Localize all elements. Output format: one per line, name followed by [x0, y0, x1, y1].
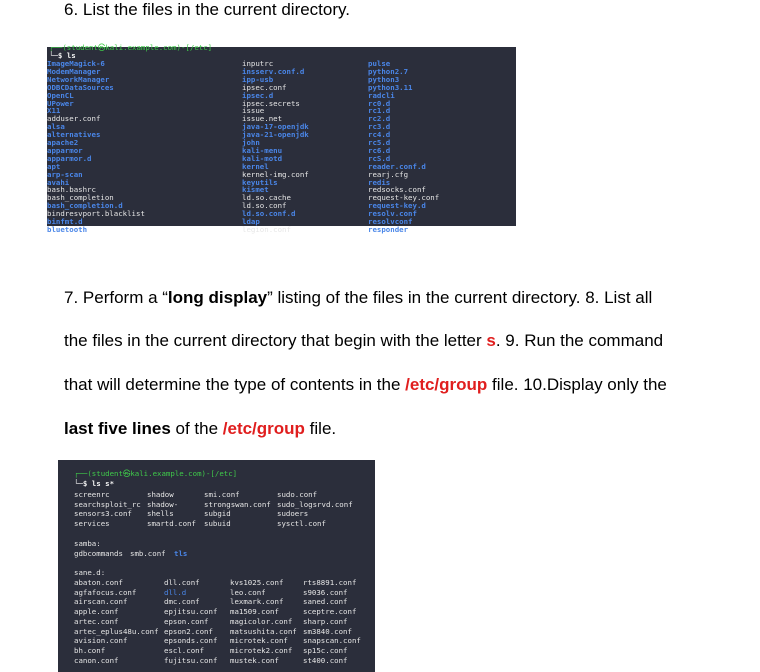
file-entry: shells: [147, 509, 174, 519]
file-entry: request-key.conf: [368, 193, 440, 203]
file-entry: bash.bashrc: [47, 185, 96, 195]
file-entry: ipsec.secrets: [242, 98, 300, 108]
file-entry: ImageMagick-6: [47, 59, 105, 68]
file-entry: resolv.conf: [368, 209, 417, 219]
file-entry: java-21-openjdk: [242, 130, 309, 140]
samba-file: smb.conf: [130, 549, 166, 558]
file-entry: apparmor.d: [47, 153, 92, 163]
file-entry: issue: [242, 106, 265, 116]
file-entry: binfmt.d: [47, 217, 83, 226]
file-entry: ODBCDataSources: [47, 82, 114, 92]
file-entry: ipsec.conf: [242, 82, 287, 92]
file-entry: dmc.conf: [164, 597, 200, 607]
file-entry: kernel: [242, 161, 269, 171]
file-entry: sudoers: [277, 509, 309, 519]
file-entry: smi.conf: [204, 490, 240, 499]
file-entry: agfafocus.conf: [74, 587, 137, 597]
file-entry: java-17-openjdk: [242, 122, 309, 132]
file-entry: avahi: [47, 177, 70, 187]
file-entry: shadow: [147, 490, 174, 499]
file-entry: saned.conf: [303, 597, 348, 607]
file-entry: sysctl.conf: [277, 519, 326, 529]
file-entry: redsocks.conf: [368, 185, 426, 195]
file-entry: searchsploit_rc: [74, 499, 141, 509]
file-entry: alternatives: [47, 130, 101, 140]
file-entry: artec.conf: [74, 616, 119, 626]
file-entry: matsushita.conf: [230, 626, 297, 636]
q7-line-4: last five lines of the /etc/group file.: [64, 419, 337, 438]
file-entry: reader.conf.d: [368, 161, 426, 171]
file-entry: smartd.conf: [147, 519, 196, 529]
file-entry: strongswan.conf: [204, 499, 271, 509]
sane-heading: sane.d:: [74, 568, 106, 577]
file-entry: lexmark.conf: [230, 597, 284, 607]
file-entry: sensors3.conf: [74, 509, 132, 519]
file-entry: redis: [368, 177, 391, 187]
samba-dir: tls: [174, 549, 188, 558]
file-entry: ld.so.conf.d: [242, 209, 296, 219]
file-entry: kali-menu: [242, 145, 283, 155]
file-entry: responder: [368, 224, 409, 234]
file-entry: airscan.conf: [74, 597, 128, 607]
file-entry: X11: [47, 106, 61, 116]
file-entry: bash_completion: [47, 193, 114, 203]
file-entry: apt: [47, 161, 61, 171]
prompt-line: ┌──(student㉿kali.example.com)-[/etc]: [49, 43, 213, 52]
file-entry: artec_eplus48u.conf: [74, 626, 159, 636]
file-entry: rc4.d: [368, 130, 391, 140]
file-entry: ModemManager: [47, 66, 101, 76]
file-entry: python2.7: [368, 66, 409, 76]
file-entry: issue.net: [242, 114, 283, 124]
file-entry: sudo.conf: [277, 490, 318, 499]
file-entry: dll.conf: [164, 578, 200, 587]
file-entry: insserv.conf.d: [242, 66, 305, 76]
file-entry: epsonds.conf: [164, 636, 218, 646]
file-entry: subuid: [204, 519, 231, 529]
file-entry: adduser.conf: [47, 114, 101, 124]
questions-7-10: 7. Perform a “long display” listing of the files in the current directory. 8. List all: [64, 288, 653, 307]
file-entry: ld.so.cache: [242, 193, 291, 203]
file-entry: dll.d: [164, 587, 187, 597]
file-entry: fujitsu.conf: [164, 655, 218, 665]
file-entry: resolvconf: [368, 217, 413, 226]
file-entry: request-key.d: [368, 201, 426, 211]
file-entry: legion.conf: [242, 224, 291, 234]
samba-file: gdbcommands: [74, 549, 123, 558]
file-entry: epson.conf: [164, 616, 209, 626]
command-line: └─$ ls s*: [74, 479, 115, 488]
file-entry: sp15c.conf: [303, 645, 348, 655]
file-entry: apple.conf: [74, 607, 119, 617]
file-entry: sceptre.conf: [303, 607, 357, 617]
file-entry: keyutils: [242, 177, 278, 187]
file-entry: ldap: [242, 217, 260, 226]
file-entry: mustek.conf: [230, 655, 279, 665]
file-entry: subgid: [204, 509, 231, 519]
file-entry: magicolor.conf: [230, 616, 293, 626]
file-entry: john: [242, 138, 260, 147]
file-entry: UPower: [47, 98, 74, 108]
file-entry: shadow-: [147, 499, 179, 509]
file-entry: rc6.d: [368, 145, 391, 155]
prompt-line: ┌──(student㉿kali.example.com)-[/etc]: [74, 469, 238, 478]
file-entry: bash_completion.d: [47, 201, 123, 211]
file-entry: rts8891.conf: [303, 578, 357, 587]
file-entry: bindresvport.blacklist: [47, 209, 145, 219]
file-entry: leo.conf: [230, 587, 266, 597]
q7-line-2: the files in the current directory that begin with the letter s. 9. Run the command: [64, 331, 664, 350]
file-entry: rc1.d: [368, 106, 391, 116]
file-entry: kvs1025.conf: [230, 578, 284, 587]
file-entry: st400.conf: [303, 655, 348, 665]
letter-s: s: [486, 331, 496, 350]
command-line: └─$ ls: [49, 51, 76, 60]
file-entry: avision.conf: [74, 636, 128, 646]
file-entry: OpenCL: [47, 90, 74, 100]
file-entry: snapscan.conf: [303, 636, 361, 646]
file-entry: services: [74, 519, 110, 529]
samba-heading: samba:: [74, 539, 101, 548]
file-entry: rearj.cfg: [368, 169, 409, 179]
file-entry: kismet: [242, 185, 269, 195]
file-entry: pulse: [368, 59, 391, 68]
file-entry: NetworkManager: [47, 74, 110, 84]
file-entry: ld.so.conf: [242, 201, 287, 211]
file-entry: radcli: [368, 90, 395, 100]
file-entry: inputrc: [242, 59, 274, 68]
file-entry: apparmor: [47, 145, 83, 155]
file-entry: microtek.conf: [230, 636, 288, 646]
file-entry: python3: [368, 74, 400, 84]
file-entry: screenrc: [74, 490, 110, 499]
file-entry: rc5.d: [368, 138, 391, 147]
file-entry: kali-motd: [242, 153, 283, 163]
file-entry: sudo_logsrvd.conf: [277, 499, 353, 509]
file-entry: abaton.conf: [74, 578, 123, 587]
file-entry: ipsec.d: [242, 90, 274, 100]
terminal-screenshot-ls-s: [58, 460, 375, 672]
etc-group-path: /etc/group: [222, 419, 305, 438]
file-entry: rcS.d: [368, 153, 391, 163]
q7-line-3: that will determine the type of contents in the /etc/group file. 10.Display only the: [64, 375, 667, 394]
file-entry: ipp-usb: [242, 74, 274, 84]
terminal-screenshot-ls: [47, 43, 516, 234]
file-entry: epson2.conf: [164, 626, 213, 636]
file-entry: bluetooth: [47, 224, 88, 234]
etc-group-path: /etc/group: [405, 375, 488, 394]
file-entry: kernel-img.conf: [242, 169, 309, 179]
question-6: 6. List the files in the current directory.: [64, 0, 350, 19]
file-entry: rc0.d: [368, 98, 391, 108]
file-entry: microtek2.conf: [230, 645, 293, 655]
file-entry: bh.conf: [74, 645, 106, 655]
file-entry: ma1509.conf: [230, 607, 279, 617]
file-entry: arp-scan: [47, 169, 83, 179]
file-entry: epjitsu.conf: [164, 607, 218, 617]
file-entry: canon.conf: [74, 655, 119, 665]
file-entry: sm3840.conf: [303, 626, 352, 636]
file-entry: alsa: [47, 122, 65, 132]
file-entry: escl.conf: [164, 645, 205, 655]
file-entry: apache2: [47, 138, 79, 147]
file-entry: sharp.conf: [303, 616, 348, 626]
file-entry: s9036.conf: [303, 587, 348, 597]
file-entry: rc3.d: [368, 122, 391, 132]
file-entry: rc2.d: [368, 114, 391, 124]
file-entry: python3.11: [368, 82, 413, 92]
